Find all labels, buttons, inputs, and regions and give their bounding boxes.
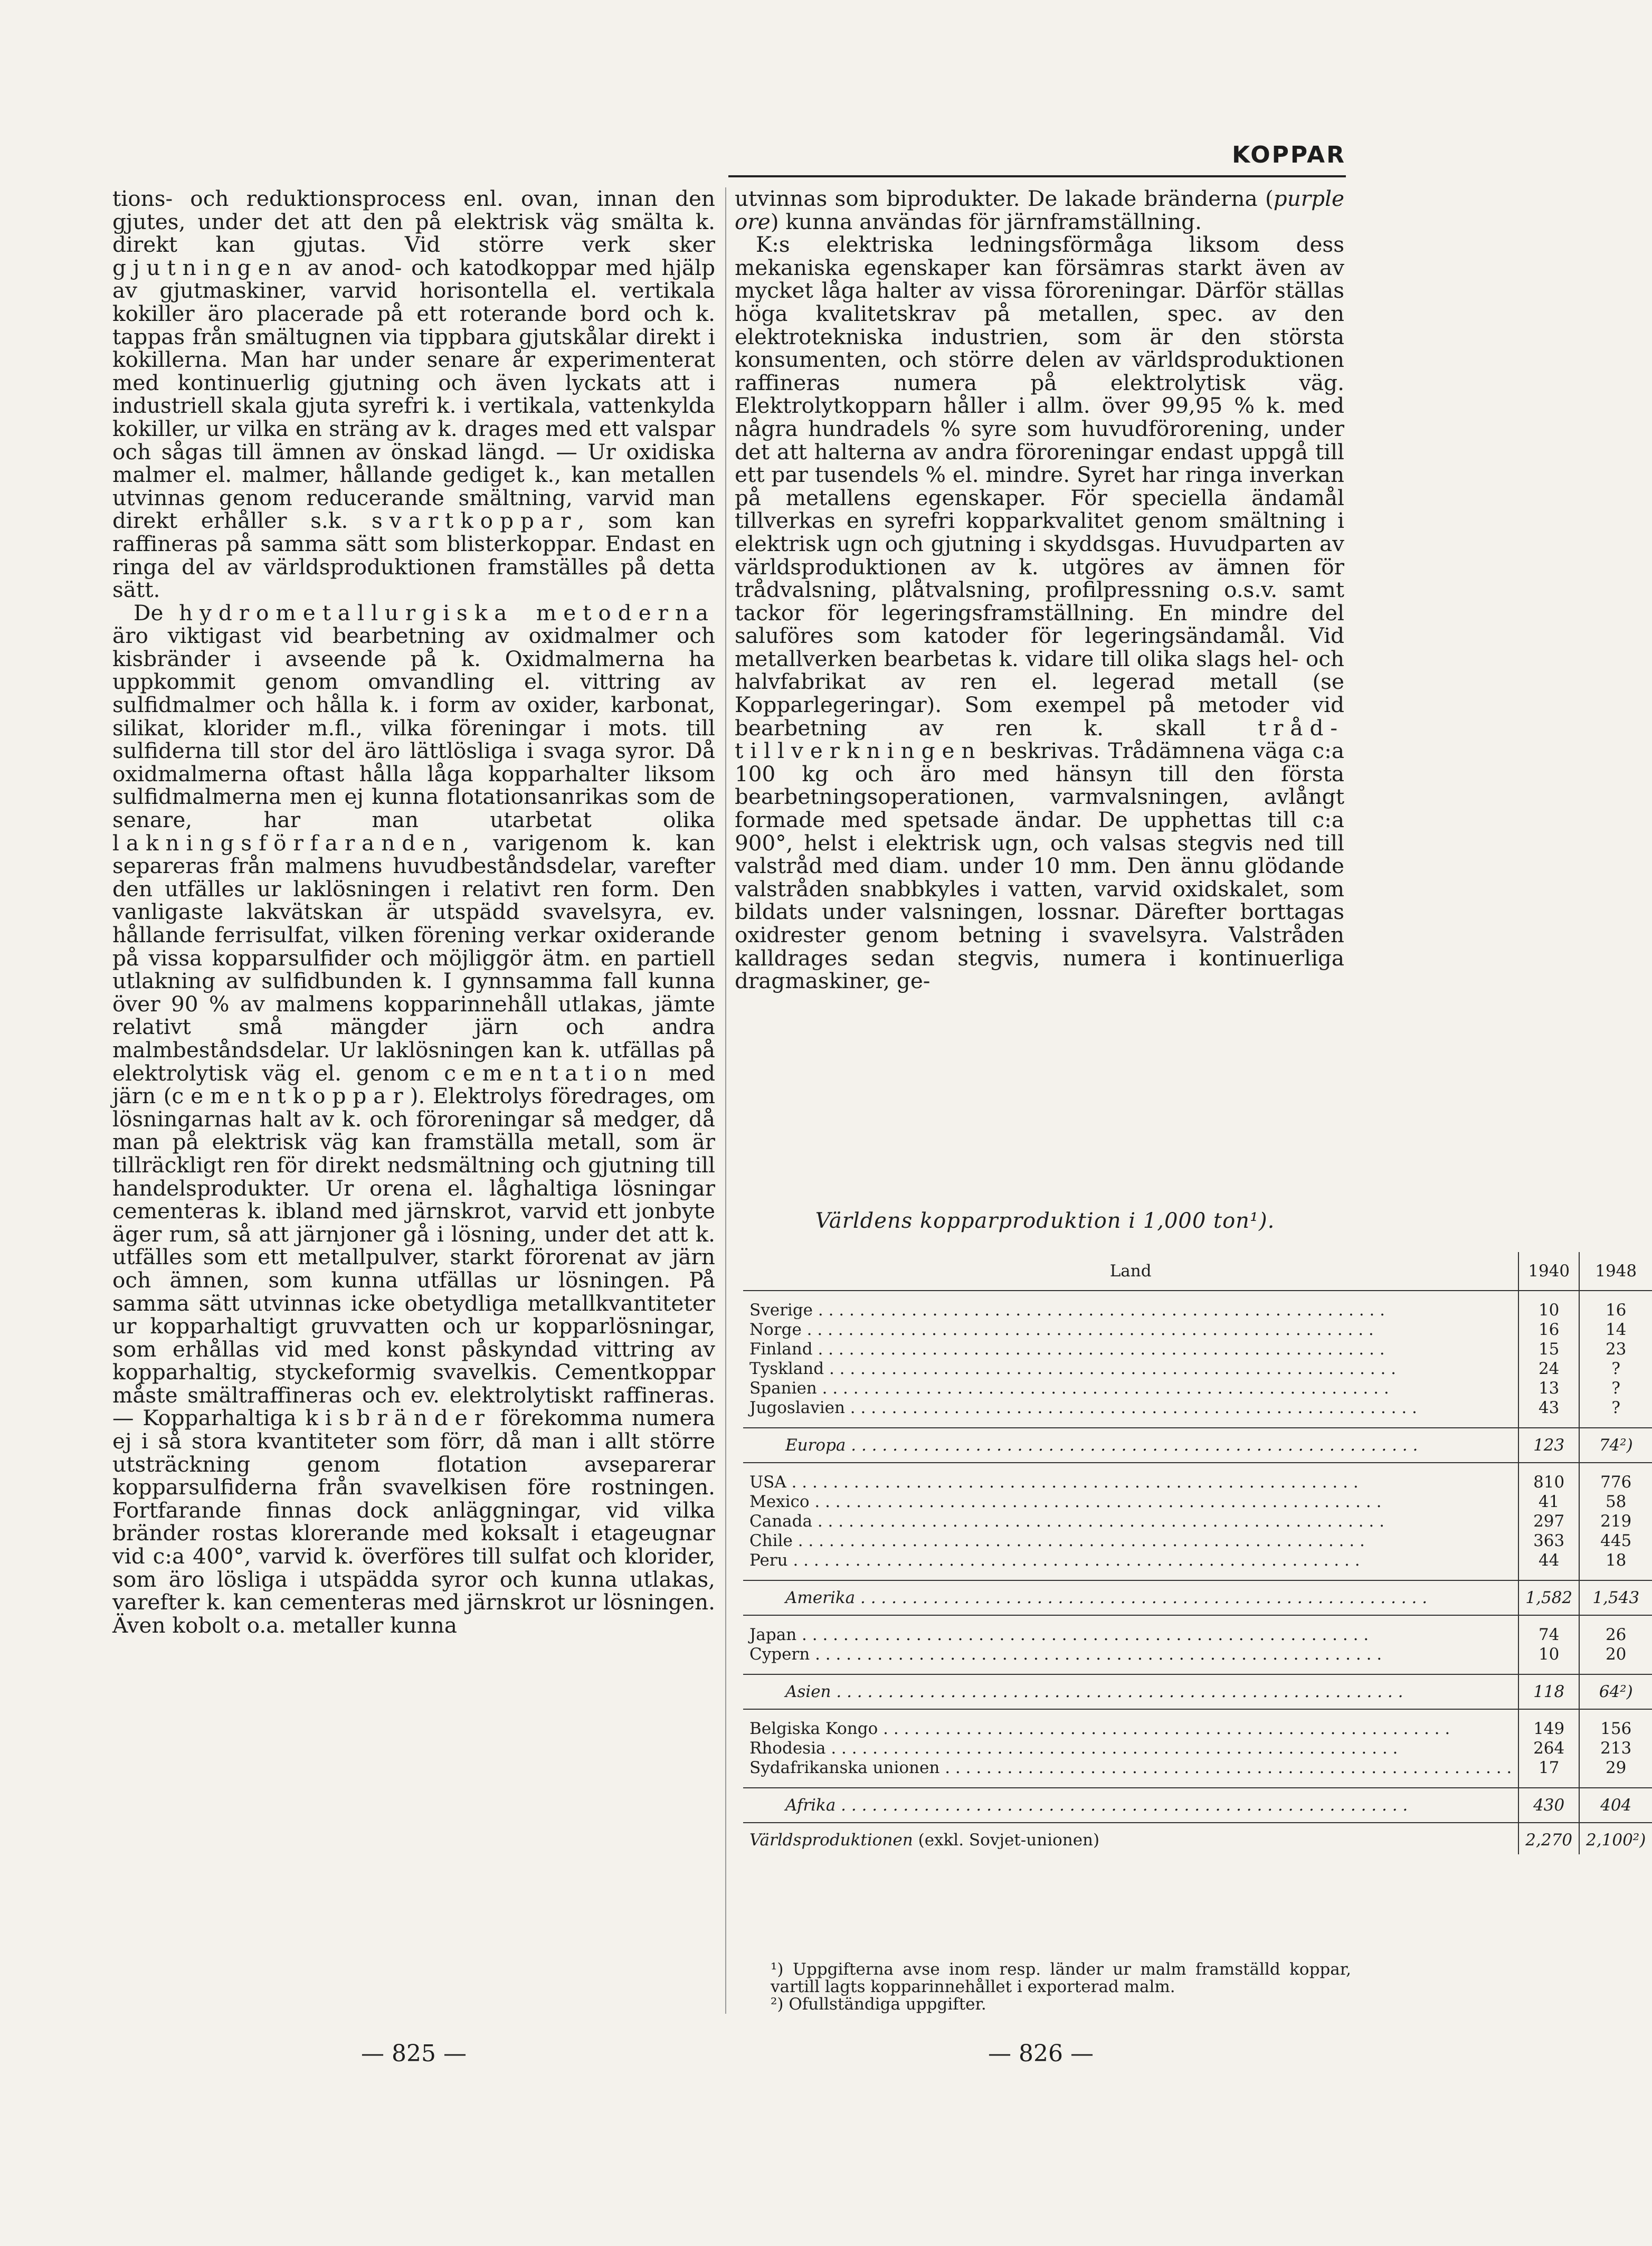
country-cell: Canada . . . bbox=[743, 1512, 1518, 1531]
value-1948-cell: 219 bbox=[1600, 1512, 1632, 1531]
subtotal-row bbox=[743, 1674, 1652, 1709]
col-header-land: Land bbox=[743, 1252, 1518, 1291]
country-cell: Japan . . . bbox=[743, 1615, 1518, 1645]
footnote-1: ¹) Uppgifterna avse inom resp. länder ur malm framställd koppar, vartill lagts kopparinnehållet i exporterad malm. bbox=[771, 1960, 1351, 1996]
page-number-left: — 825 — bbox=[361, 2040, 467, 2067]
country-cell: Peru . . . bbox=[743, 1551, 1518, 1580]
value-1948-cell: 776 bbox=[1600, 1473, 1632, 1492]
value-1940-cell: 363 bbox=[1518, 1531, 1579, 1551]
country-cell: Sydafrikanska unionen . . . bbox=[743, 1758, 1518, 1788]
paragraph: K:s elektriska ledningsförmåga liksom dess mekaniska egenskaper kan försämras starkt även av mycket låga halter av vissa föroreningar. Därför ställas höga kvalitetskrav på metallen, spec. av den elektrotekniska industrien, som är den största konsumenten, och större delen av världsproduktionen raffineras numera på elektrolytisk väg. Elektrolytkopparn håller i allm. över 99,95 % k. med några hundradels % syre som huvudförorening, under det att halterna av andra föroreningar endast uppgå till ett par tusendels % el. mindre. Syret har ringa inverkan på metallens egenskaper. För speciella ändamål tillverkas en syrefri kopparkvalitet genom smältning i elektrisk ugn och gjutning i skyddsgas. Huvudparten av världsproduktionen av k. utgöres av ämnen för trådvalsning, plåtvalsning, profilpressning o.s.v. samt tackor för legeringsframställning. En mindre del saluföres som katoder för legeringsändamål. Vid metallverken bearbetas k. vidare till olika slags hel- och halvfabrikat av ren el. legerad metall (se Kopparlegeringar). Som exempel på metoder vid bearbetning av ren k. skall tråd-tillverkningen beskrivas. Trådämnena väga c:a 100 kg och äro med hänsyn till den första bearbetningsoperationen, varmvalsningen, avlångt formade med spetsade ändar. De upphettas till c:a 900°, helst i elektrisk ugn, och valsas stegvis ned till valstråd med diam. under 10 mm. Den ännu glödande valstråden snabbkyles i vatten, varvid oxidskalet, som bildats under valsningen, lossnar. Därefter borttagas oxidrester genom betning i svavelsyra. Valstråden kalldrages sedan stegvis, numera i kontinuerliga dragmaskiner, ge- bbox=[735, 232, 1344, 994]
table-row bbox=[743, 1320, 1652, 1340]
country-cell: Sverige . . . bbox=[743, 1291, 1518, 1320]
world-total-1948-cell: 2,100²) bbox=[1579, 1823, 1652, 1854]
table-row bbox=[743, 1551, 1652, 1580]
subtotal-1948-cell: 64²) bbox=[1579, 1674, 1652, 1709]
subtotal-1940-cell: 1,582 bbox=[1518, 1580, 1579, 1615]
world-total-row bbox=[743, 1823, 1652, 1854]
footnote-2: ²) Ofullständiga uppgifter. bbox=[771, 1995, 986, 2014]
value-1948-cell: 156 bbox=[1600, 1719, 1632, 1738]
country-cell: Chile . . . bbox=[743, 1531, 1518, 1551]
country-cell: Spanien . . . bbox=[743, 1379, 1518, 1398]
value-1948-cell: 445 bbox=[1600, 1531, 1632, 1550]
table-row bbox=[743, 1531, 1652, 1551]
subtotal-row bbox=[743, 1788, 1652, 1823]
table-row bbox=[743, 1512, 1652, 1531]
col-header-1948: 1948 bbox=[1579, 1252, 1652, 1291]
value-1940-cell: 17 bbox=[1518, 1758, 1579, 1788]
subtotal-row bbox=[743, 1580, 1652, 1615]
table-row bbox=[743, 1615, 1652, 1645]
table-row bbox=[743, 1291, 1652, 1320]
running-header bbox=[728, 138, 1346, 177]
col-header-1940: 1940 bbox=[1518, 1252, 1579, 1291]
country-cell: Rhodesia . . . bbox=[743, 1739, 1518, 1758]
table-row bbox=[743, 1359, 1652, 1379]
page-number-right: — 826 — bbox=[988, 2040, 1094, 2067]
world-total-label bbox=[743, 1823, 1518, 1854]
value-1940-cell: 41 bbox=[1518, 1492, 1579, 1512]
value-1948-cell: ? bbox=[1611, 1379, 1620, 1398]
right-column bbox=[735, 187, 1344, 993]
value-1940-cell: 13 bbox=[1518, 1379, 1579, 1398]
subtotal-1940-cell: 430 bbox=[1518, 1788, 1579, 1823]
subtotal-1940-cell: 123 bbox=[1518, 1428, 1579, 1463]
paragraph: De hydrometallurgiska metoderna äro viktigast vid bearbetning av oxidmalmer och kisbränder i avseende på k. Oxidmalmerna ha uppkommit genom omvandling el. vittring av sulfidmalmer och hålla k. i form av oxider, karbonat, silikat, klorider m.fl., vilka föreningar i mots. till sulfiderna till stor del äro lättlösliga i svaga syror. Då oxidmalmerna oftast hålla låga kopparhalter liksom sulfidmalmerna men ej kunna flotationsanrikas som de senare, har man utarbetat olika lakningsförfaranden, varigenom k. kan separeras från malmens huvudbeståndsdelar, varefter den utfälles ur laklösningen i relativt ren form. Den vanligaste lakvätskan är utspädd svavelsyra, ev. hållande ferrisulfat, vilken förening verkar oxiderande på vissa kopparsulfider och möjliggör ätm. en partiell utlakning av sulfidbunden k. I gynnsamma fall kunna över 90 % av malmens kopparinnehåll utlakas, jämte relativt små mängder järn och andra malmbeståndsdelar. Ur laklösningen kan k. utfällas på elektrolytisk väg el. genom cementation med järn (cementkoppar). Elektrolys föredrages, om lösningarnas halt av k. och föroreningar så medger, då man på elektrisk väg kan framställa metall, som är tillräckligt ren för direkt nedsmältning och gjutning till handelsprodukter. Ur orena el. låghaltiga lösningar cementeras k. ibland med järnskrot, varvid ett jonbyte äger rum, så att järnjoner gå i lösning, under det att k. utfälles som ett metallpulver, starkt förorenat av järn och ämnen, som kunna utfällas ur lösningen. På samma sätt utvinnas icke obetydliga metallkvantiteter ur kopparhaltigt gruvvatten och ur kopparlösningar, som erhållas vid med konst påskyndad vittring av kopparhaltig, styckeformig svavelkis. Cementkoppar måste smältraffineras och ev. elektrolytiskt raffineras. — Kopparhaltiga kisbränder förekomma numera ej i så stora kvantiteter som förr, då man i allt större utsträckning genom flotation avseparerar kopparsulfiderna från svavelkisen före rostningen. Fortfarande finnas dock anläggningar, vid vilka bränder rostas klorerande med koksalt i etageugnar vid c:a 400°, varvid k. överföres till sulfat och klorider, som äro lösliga i utspädda syror och kunna utlakas, varefter k. kan cementeras med järnskrot ur lösningen. Även kobolt o.a. metaller kunna bbox=[112, 600, 716, 1638]
country-cell: Jugoslavien . . . bbox=[743, 1398, 1518, 1428]
table-row bbox=[743, 1340, 1652, 1359]
subtotal-1948-cell: 1,543 bbox=[1579, 1580, 1652, 1615]
table-row bbox=[743, 1739, 1652, 1758]
header-title: KOPPAR bbox=[1232, 141, 1346, 168]
value-1948-cell: 16 bbox=[1605, 1301, 1627, 1320]
region-cell: Amerika . . . bbox=[743, 1580, 1518, 1615]
table-row bbox=[743, 1379, 1652, 1398]
country-cell: Norge . . . bbox=[743, 1320, 1518, 1340]
table-row bbox=[743, 1758, 1652, 1788]
value-1948-cell: 26 bbox=[1605, 1625, 1627, 1644]
column-divider bbox=[725, 187, 726, 2014]
value-1940-cell: 10 bbox=[1518, 1291, 1579, 1320]
country-cell: Belgiska Kongo . . . bbox=[743, 1709, 1518, 1739]
subtotal-row bbox=[743, 1428, 1652, 1463]
value-1948-cell: 14 bbox=[1605, 1320, 1627, 1339]
value-1940-cell: 74 bbox=[1518, 1615, 1579, 1645]
region-cell: Afrika . . . bbox=[743, 1788, 1518, 1823]
country-cell: Mexico . . . bbox=[743, 1492, 1518, 1512]
value-1948-cell: 20 bbox=[1605, 1645, 1627, 1664]
table-footnotes bbox=[771, 1961, 1351, 2013]
value-1940-cell: 43 bbox=[1518, 1398, 1579, 1428]
table-body bbox=[743, 1291, 1652, 1854]
table-row bbox=[743, 1398, 1652, 1428]
left-column bbox=[112, 187, 715, 1637]
value-1940-cell: 24 bbox=[1518, 1359, 1579, 1379]
paragraph: utvinnas som biprodukter. De lakade bränderna (purple ore) kunna användas för järnframställning. bbox=[735, 186, 1344, 234]
country-cell: Finland . . . bbox=[743, 1340, 1518, 1359]
value-1940-cell: 264 bbox=[1518, 1739, 1579, 1758]
copper-production-table bbox=[743, 1252, 1652, 1854]
subtotal-1948-cell: 404 bbox=[1579, 1788, 1652, 1823]
world-total-label-italic: Världsproduktionen bbox=[749, 1831, 913, 1850]
value-1940-cell: 149 bbox=[1518, 1709, 1579, 1739]
table-title: Världens kopparproduktion i 1,000 ton¹). bbox=[815, 1209, 1275, 1233]
region-cell: Asien . . . bbox=[743, 1674, 1518, 1709]
subtotal-1948-cell: 74²) bbox=[1579, 1428, 1652, 1463]
value-1948-cell: 29 bbox=[1605, 1758, 1627, 1777]
world-total-1940-cell: 2,270 bbox=[1518, 1823, 1579, 1854]
value-1940-cell: 15 bbox=[1518, 1340, 1579, 1359]
value-1940-cell: 810 bbox=[1518, 1463, 1579, 1492]
table-header-row bbox=[743, 1252, 1652, 1291]
value-1948-cell: 58 bbox=[1605, 1492, 1627, 1511]
country-cell: Tyskland . . . bbox=[743, 1359, 1518, 1379]
country-cell: Cypern . . . bbox=[743, 1645, 1518, 1674]
paragraph: tions- och reduktionsprocess enl. ovan, innan den gjutes, under det att den på elektrisk väg smälta k. direkt kan gjutas. Vid större verk sker gjutningen av anod- och katodkoppar med hjälp av gjutmaskiner, varvid horisontella el. vertikala kokiller äro placerade på ett roterande bord och k. tappas från smältugnen via tippbara gjutskålar direkt i kokillerna. Man har under senare år experimenterat med kontinuerlig gjutning och även lyckats att i industriell skala gjuta syrefri k. i vertikala, vattenkylda kokiller, ur vilka en sträng av k. drages med ett valspar och sågas till ämnen av önskad längd. — Ur oxidiska malmer el. malmer, hållande gediget k., kan metallen utvinnas genom reducerande smältning, varvid man direkt erhåller s.k. svartkoppar, som kan raffineras på samma sätt som blisterkoppar. Endast en ringa del av världsproduktionen framställes på detta sätt. bbox=[112, 186, 715, 603]
table-row bbox=[743, 1463, 1652, 1492]
world-total-label-rest: (exkl. Sovjet-unionen) bbox=[913, 1831, 1100, 1850]
table-row bbox=[743, 1645, 1652, 1674]
value-1948-cell: ? bbox=[1611, 1359, 1620, 1378]
value-1948-cell: ? bbox=[1611, 1398, 1620, 1417]
value-1948-cell: 23 bbox=[1605, 1340, 1627, 1359]
table-row bbox=[743, 1492, 1652, 1512]
value-1940-cell: 10 bbox=[1518, 1645, 1579, 1674]
value-1948-cell: 213 bbox=[1600, 1739, 1632, 1758]
value-1940-cell: 16 bbox=[1518, 1320, 1579, 1340]
country-cell: USA . . . bbox=[743, 1463, 1518, 1492]
subtotal-1940-cell: 118 bbox=[1518, 1674, 1579, 1709]
region-cell: Europa . . . bbox=[743, 1428, 1518, 1463]
value-1940-cell: 44 bbox=[1518, 1551, 1579, 1580]
table-row bbox=[743, 1709, 1652, 1739]
value-1948-cell: 18 bbox=[1605, 1551, 1627, 1570]
value-1940-cell: 297 bbox=[1518, 1512, 1579, 1531]
